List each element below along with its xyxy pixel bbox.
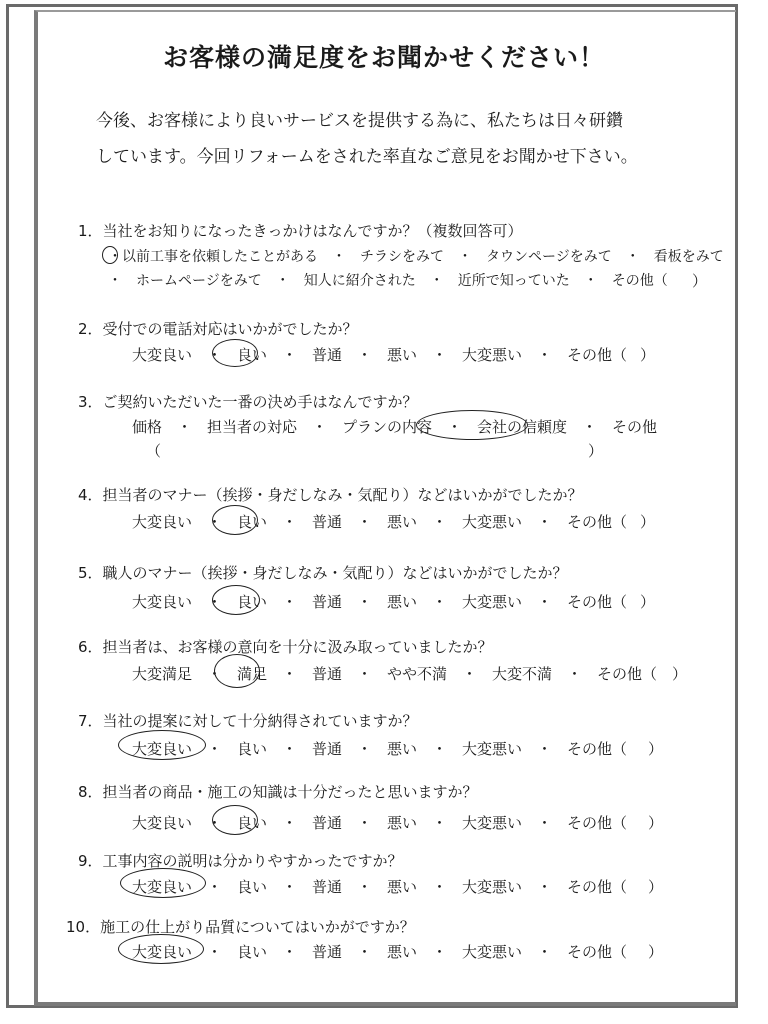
question-2-close-paren: ） [640,346,656,364]
answer-circle-q1 [102,246,118,264]
answer-circle-q10 [118,934,204,964]
question-5-options: 大変良い ・ 良い ・ 普通 ・ 悪い ・ 大変悪い ・ その他（ [132,593,628,611]
answer-circle-q8 [212,805,258,835]
question-10-options: 大変良い ・ 良い ・ 普通 ・ 悪い ・ 大変悪い ・ その他（ [132,943,628,961]
question-4: 4．担当者のマナー（挨拶・身だしなみ・気配り）などはいかがでしたか？ [78,486,583,504]
question-7-close-paren: ） [648,740,664,758]
question-1: 1．当社をお知りになったきっかけはなんですか？（複数回答可） [78,222,523,240]
question-3: 3．ご契約いただいた一番の決め手はなんですか？ [78,393,418,411]
answer-circle-q6 [214,654,260,688]
question-9-options: 大変良い ・ 良い ・ 普通 ・ 悪い ・ 大変悪い ・ その他（ [132,878,628,896]
question-6-close-paren: ） [672,665,688,683]
answer-circle-q2 [212,339,258,367]
question-10: 10．施工の仕上がり品質についてはいかがですか？ [66,918,415,936]
question-2-options: 大変良い ・ 良い ・ 普通 ・ 悪い ・ 大変悪い ・ その他（ [132,346,628,364]
question-5-close-paren: ） [640,593,656,611]
intro-line-1: 今後、お客様により良いサービスを提供する為に、私たちは日々研鑽 [96,111,623,131]
question-7-options: 大変良い ・ 良い ・ 普通 ・ 悪い ・ 大変悪い ・ その他（ [132,740,628,758]
question-1-close-paren: ） [692,272,708,290]
question-3-close-paren: ） [588,442,604,460]
question-10-close-paren: ） [648,943,664,961]
question-4-options: 大変良い ・ 良い ・ 普通 ・ 悪い ・ 大変悪い ・ その他（ [132,513,628,531]
question-8: 8．担当者の商品・施工の知識は十分だったと思いますか？ [78,783,478,801]
question-4-close-paren: ） [640,513,656,531]
question-9-close-paren: ） [648,878,664,896]
question-8-options: 大変良い ・ 良い ・ 普通 ・ 悪い ・ 大変悪い ・ その他（ [132,814,628,832]
question-2: 2．受付での電話対応はいかがでしたか？ [78,320,358,338]
answer-circle-q3 [416,410,528,440]
question-7: 7．当社の提案に対して十分納得されていますか？ [78,712,418,730]
question-6: 6．担当者は、お客様の意向を十分に汲み取っていましたか？ [78,638,493,656]
answer-circle-q4 [212,505,258,535]
question-8-close-paren: ） [648,814,664,832]
question-9: 9．工事内容の説明は分かりやすかったですか？ [78,852,403,870]
question-1-options-line-1: ・以前工事を依頼したことがある ・ チラシをみて ・ タウンページをみて ・ 看板をみて [108,249,724,265]
survey-title: お客様の満足度をお聞かせください！ [162,43,605,72]
answer-circle-q5 [212,585,260,615]
answer-circle-q7 [118,730,206,760]
answer-circle-q9 [120,868,206,898]
question-3-open-paren: （ [146,442,162,460]
question-3-options: 価格 ・ 担当者の対応 ・ プランの内容 ・ 会社の信頼度 ・ その他 [132,418,658,436]
intro-line-2: しています。今回リフォームをされた率直なご意見をお聞かせ下さい。 [96,147,638,167]
question-1-options-line-2: ・ ホームページをみて ・ 知人に紹介された ・ 近所で知っていた ・ その他（ [108,273,668,289]
question-6-options: 大変満足 ・ 満足 ・ 普通 ・ やや不満 ・ 大変不満 ・ その他（ [132,665,658,683]
question-5: 5．職人のマナー（挨拶・身だしなみ・気配り）などはいかがでしたか？ [78,564,568,582]
